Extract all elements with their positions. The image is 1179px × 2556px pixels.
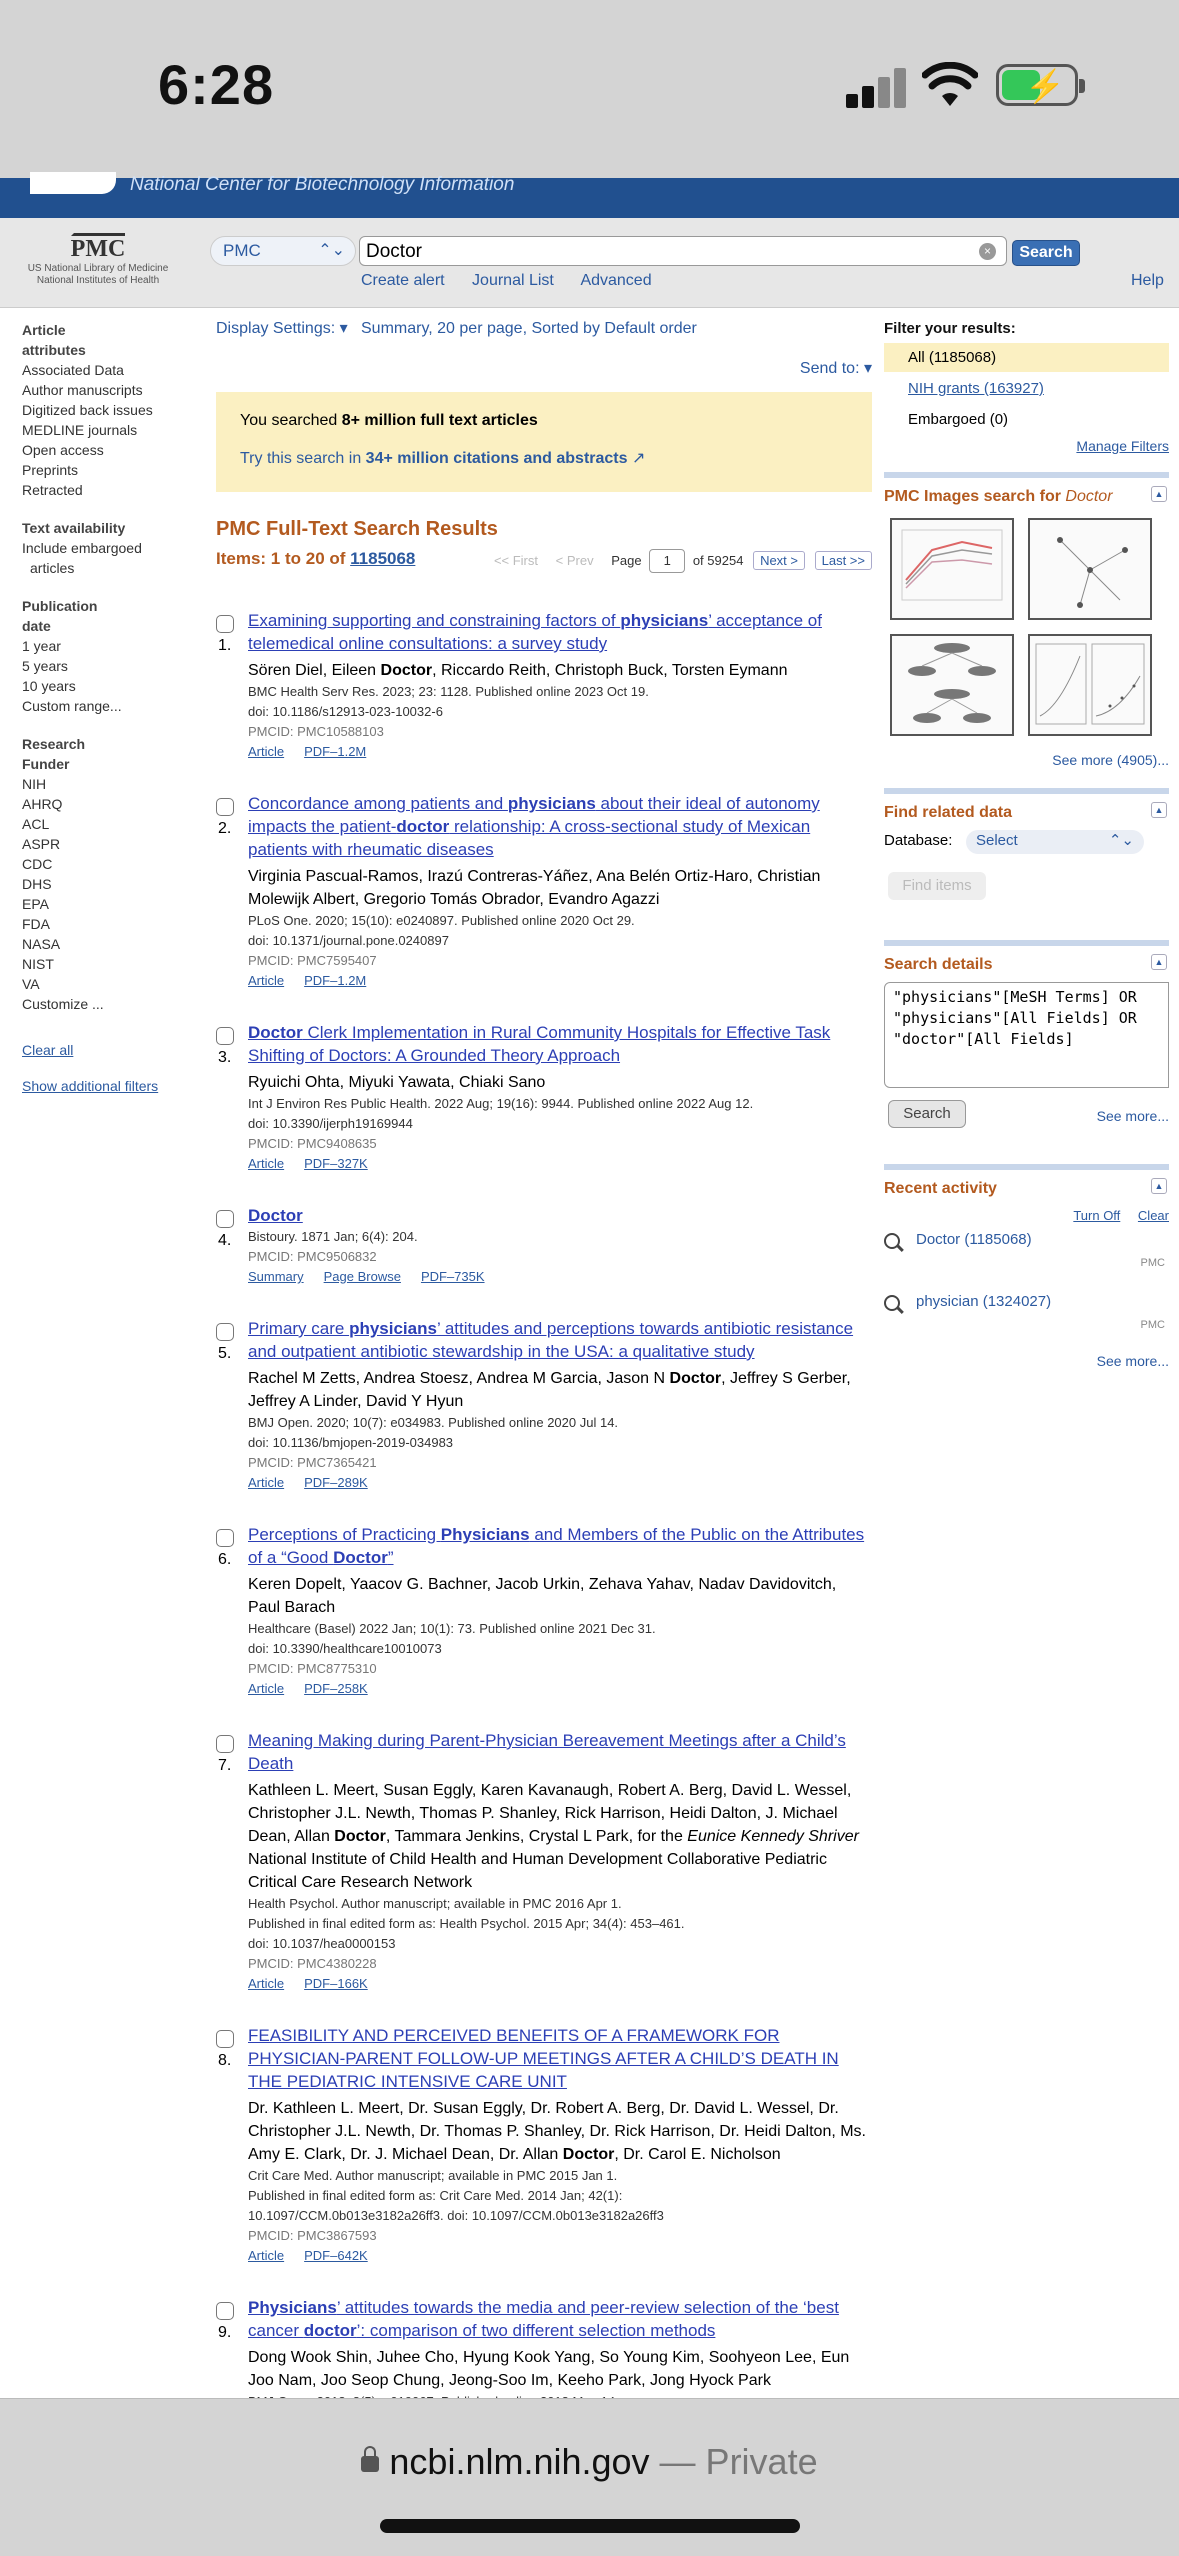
items-count: Items: 1 to 20 of 1185068 <box>216 549 416 568</box>
result-item <box>216 1317 872 1493</box>
pager: << First < Prev Page 1 of 59254 Next > Last >> <box>494 549 872 573</box>
filter-preprints[interactable]: Preprints <box>22 462 79 478</box>
result-authors: Keren Dopelt, Yaacov G. Bachner, Jacob Urkin, Zehava Yahav, Nadav Davidovitch, Paul Barach <box>248 1576 837 1616</box>
filter-embargoed[interactable]: Embargoed (0) <box>908 411 1009 428</box>
result-number: 7. <box>218 1757 232 1774</box>
result-citation: doi: 10.1371/journal.pone.0240897 <box>248 933 449 948</box>
filter-all[interactable]: All (1185068) <box>884 343 1169 372</box>
funder-ahrq[interactable]: AHRQ <box>22 796 63 812</box>
funder-customize[interactable]: Customize ... <box>22 996 104 1012</box>
last-page-button[interactable]: Last >> <box>815 551 872 570</box>
search-icon <box>884 1233 900 1249</box>
result-item <box>216 609 872 762</box>
results-list <box>216 609 872 2472</box>
clock: 6:28 <box>158 53 275 116</box>
result-checkbox[interactable] <box>216 1735 234 1753</box>
result-checkbox[interactable] <box>216 1210 234 1228</box>
search-details-see-more-link[interactable]: See more... <box>1096 1108 1169 1124</box>
search-header <box>0 218 1179 308</box>
database-select[interactable]: PMC ⌃⌄ <box>210 236 356 266</box>
result-citation: doi: 10.1186/s12913-023-10032-6 <box>248 704 443 719</box>
manage-filters-link[interactable]: Manage Filters <box>1076 438 1169 454</box>
turn-off-link[interactable]: Turn Off <box>1073 1208 1121 1223</box>
flowchart-thumbnail-icon <box>892 636 1012 734</box>
result-link[interactable]: PDF–642K <box>304 2248 368 2263</box>
result-link[interactable]: PDF–166K <box>304 1976 368 1991</box>
battery-icon: ⚡ <box>996 64 1078 106</box>
first-page-button[interactable]: << First <box>493 553 539 568</box>
network-diagram-thumbnail-icon <box>1030 520 1150 618</box>
result-pmcid: PMCID: PMC7595407 <box>248 953 377 968</box>
show-additional-filters-link[interactable]: Show additional filters <box>22 1078 159 1094</box>
ncbi-logo <box>30 172 116 194</box>
display-settings[interactable]: Display Settings: ▾ Summary, 20 per page, Sorted by Default order <box>216 320 697 337</box>
page-number-input[interactable]: 1 <box>649 549 685 573</box>
line-chart-thumbnail-icon <box>892 520 1012 618</box>
result-link[interactable]: Article <box>248 1475 285 1490</box>
left-filter-sidebar <box>22 320 202 1096</box>
caret-down-icon: ▾ <box>863 360 872 377</box>
search-icon <box>884 1295 900 1311</box>
result-link[interactable]: Summary <box>248 1269 304 1284</box>
chevron-updown-icon: ⌃⌄ <box>1108 832 1134 849</box>
find-items-button[interactable]: Find items <box>888 872 986 900</box>
results-title: PMC Full-Text Search Results <box>216 518 498 540</box>
funder-nih[interactable]: NIH <box>22 776 47 792</box>
result-citation: doi: 10.3390/healthcare10010073 <box>248 1641 442 1656</box>
pmc-logo[interactable]: PMC US National Library of Medicine National Institutes of Health <box>18 226 178 287</box>
database-label: Database: <box>884 832 953 849</box>
recent-see-more-link[interactable]: See more... <box>1096 1353 1169 1369</box>
research-funder-heading: Research Funder <box>22 736 86 772</box>
result-pmcid: PMCID: PMC8775310 <box>248 1661 377 1676</box>
result-item <box>216 1204 872 1287</box>
funder-fda[interactable]: FDA <box>22 916 50 932</box>
result-authors: Dr. Kathleen L. Meert, Dr. Susan Eggly, Dr. Robert A. Berg, Dr. David L. Wessel, Dr. Christopher J.L. Newth, Dr. Thomas P. Shanley, Dr. Rick Harrison, Dr. Heidi Dalton, Ms. Amy E. Clark, Dr. J. Michael Dean, Dr. Allan Doctor, Dr. Carol E. Nicholson <box>248 2100 866 2163</box>
find-related-data-heading: Find related data ▲ <box>884 788 1169 822</box>
publication-date-heading: Publication date <box>22 598 98 634</box>
search-input[interactable]: Doctor <box>359 236 1007 266</box>
result-pmcid: PMCID: PMC9408635 <box>248 1136 377 1151</box>
result-pmcid: PMCID: PMC9506832 <box>248 1249 377 1264</box>
clear-search-icon[interactable]: × <box>979 243 996 260</box>
result-citation: BMJ Open. 2020; 10(7): e034983. Published online 2020 Jul 14. <box>248 1415 619 1430</box>
result-checkbox[interactable] <box>216 615 234 633</box>
result-authors: Rachel M Zetts, Andrea Stoesz, Andrea M Garcia, Jason N Doctor, Jeffrey S Gerber, Jeffrey A Linder, David Y Hyun <box>248 1370 851 1410</box>
filter-digitized-back-issues[interactable]: Digitized back issues <box>22 402 153 418</box>
filter-open-access[interactable]: Open access <box>22 442 104 458</box>
ncbi-banner[interactable] <box>0 174 1179 218</box>
result-checkbox[interactable] <box>216 1323 234 1341</box>
result-citation: doi: 10.1037/hea0000153 <box>248 1936 396 1951</box>
items-total-link[interactable]: 1185068 <box>350 549 416 568</box>
collapse-icon[interactable]: ▲ <box>1151 486 1167 502</box>
result-title-link[interactable]: Perceptions of Practicing Physicians and Members of the Public on the Attributes of a “Good Doctor” <box>248 1525 865 1567</box>
filter-retracted[interactable]: Retracted <box>22 482 83 498</box>
result-authors: Sören Diel, Eileen Doctor, Riccardo Reith, Christoph Buck, Torsten Eymann <box>248 662 788 679</box>
result-pmcid: PMCID: PMC7365421 <box>248 1455 377 1470</box>
filter-associated-data[interactable]: Associated Data <box>22 362 124 378</box>
result-number: 9. <box>218 2324 232 2341</box>
funder-va[interactable]: VA <box>22 976 40 992</box>
result-number: 8. <box>218 2052 232 2069</box>
result-link[interactable]: PDF–1.2M <box>304 973 367 988</box>
next-page-button[interactable]: Next > <box>753 551 805 570</box>
try-pubmed-link[interactable]: Try this search in 34+ million citations and abstracts ↗ <box>240 450 646 467</box>
search-details-query[interactable]: "physicians"[MeSH Terms] OR "physicians"[All Fields] OR "doctor"[All Fields] <box>884 982 1169 1088</box>
result-citation: BMC Health Serv Res. 2023; 23: 1128. Published online 2023 Oct 19. <box>248 684 649 699</box>
filter-1-year[interactable]: 1 year <box>22 638 61 654</box>
lock-icon <box>361 2456 379 2472</box>
banner-text: National Center for Biotechnology Information <box>130 174 515 195</box>
filter-results-heading: Filter your results: <box>884 320 1016 337</box>
collapse-icon[interactable]: ▲ <box>1151 1178 1167 1194</box>
help-link[interactable]: Help <box>1131 272 1164 289</box>
funder-dhs[interactable]: DHS <box>22 876 52 892</box>
result-authors: Virginia Pascual-Ramos, Irazú Contreras-Yáñez, Ana Belén Ortiz-Haro, Christian Molewijk Albert, Gregorio Tomás Obrador, Evandro Agazzi <box>248 868 821 908</box>
result-link[interactable]: PDF–735K <box>420 1269 485 1284</box>
result-pmcid: PMCID: PMC4380228 <box>248 1956 377 1971</box>
related-database-select[interactable]: Select ⌃⌄ <box>966 830 1144 854</box>
collapse-icon[interactable]: ▲ <box>1151 802 1167 818</box>
scatter-plot-thumbnail-icon <box>1030 636 1150 734</box>
images-see-more-link[interactable]: See more (4905)... <box>1052 752 1169 768</box>
journal-list-link[interactable]: Journal List <box>472 272 554 289</box>
result-item <box>216 2024 872 2266</box>
filter-10-years[interactable]: 10 years <box>22 678 76 694</box>
result-pmcid: PMCID: PMC3867593 <box>248 2228 377 2243</box>
recent-activity-heading: Recent activity ▲ <box>884 1164 1169 1198</box>
result-number: 5. <box>218 1345 232 1362</box>
result-link[interactable]: PDF–1.2M <box>304 744 367 759</box>
result-authors: Ryuichi Ohta, Miyuki Yawata, Chiaki Sano <box>248 1074 546 1091</box>
result-title-link[interactable]: FEASIBILITY AND PERCEIVED BENEFITS OF A FRAMEWORK FOR PHYSICIAN-PARENT FOLLOW-UP MEETINGS AFTER A CHILD’S DEATH IN THE PEDIATRIC INTENSIVE CARE UNIT <box>248 2026 839 2091</box>
advanced-search-link[interactable]: Advanced <box>580 272 652 289</box>
filter-author-manuscripts[interactable]: Author manuscripts <box>22 382 143 398</box>
image-thumbnail[interactable] <box>1028 634 1152 736</box>
result-title-link[interactable]: Doctor Clerk Implementation in Rural Community Hospitals for Effective Task Shifting of Doctors: A Grounded Theory Approach <box>248 1023 831 1065</box>
display-summary: Summary, 20 per page, Sorted by Default order <box>361 320 697 337</box>
result-number: 6. <box>218 1551 232 1568</box>
clear-activity-link[interactable]: Clear <box>1137 1208 1169 1223</box>
filter-include-embargoed[interactable]: Include embargoed articles <box>22 540 142 576</box>
result-link[interactable]: Article <box>248 2248 285 2263</box>
result-checkbox[interactable] <box>216 1027 234 1045</box>
caret-down-icon: ▾ <box>339 320 348 337</box>
result-item <box>216 792 872 991</box>
result-authors: Kathleen L. Meert, Susan Eggly, Karen Kavanaugh, Robert A. Berg, David L. Wessel, Christopher J.L. Newth, Thomas P. Shanley, Rick Harrison, Heidi Dalton, J. Michael Dean, Allan Doctor, Tammara Jenkins, Crystal L Park, for the Eunice Kennedy Shriver National Institute of Child Health and Human Development Collaborative Pediatric Critical Care Research Network <box>248 1782 859 1891</box>
result-citation: Int J Environ Res Public Health. 2022 Aug; 19(16): 9944. Published online 2022 Aug 12. <box>248 1096 754 1111</box>
filter-nih-grants[interactable]: NIH grants (163927) <box>908 380 1044 397</box>
results-main <box>216 318 872 2472</box>
images-search-heading: PMC Images search for Doctor ▲ <box>884 472 1169 506</box>
result-link[interactable]: Article <box>248 744 285 759</box>
result-citation: Healthcare (Basel) 2022 Jan; 10(1): 73. Published online 2021 Dec 31. <box>248 1621 656 1636</box>
create-alert-link[interactable]: Create alert <box>361 272 445 289</box>
funder-nist[interactable]: NIST <box>22 956 54 972</box>
recent-search-item[interactable]: Doctor (1185068) PMC <box>884 1231 1169 1285</box>
filter-5-years[interactable]: 5 years <box>22 658 68 674</box>
result-title-link[interactable]: Concordance among patients and physicians about their ideal of autonomy impacts the patient-doctor relationship: A cross-sectional study of Mexican patients with rheumatic diseases <box>248 794 820 859</box>
url-display[interactable]: ncbi.nlm.nih.gov — Private <box>0 2441 1179 2483</box>
status-bar <box>0 0 1179 178</box>
funder-acl[interactable]: ACL <box>22 816 50 832</box>
home-indicator[interactable] <box>380 2519 800 2533</box>
result-checkbox[interactable] <box>216 1529 234 1547</box>
result-number: 3. <box>218 1049 232 1066</box>
right-sidebar <box>884 320 1169 1369</box>
result-item <box>216 1523 872 1699</box>
wifi-icon <box>922 62 978 108</box>
result-citation: Health Psychol. Author manuscript; available in PMC 2016 Apr 1. <box>248 1896 622 1911</box>
funder-cdc[interactable]: CDC <box>22 856 53 872</box>
cellular-signal-icon <box>846 66 906 108</box>
clear-all-link[interactable]: Clear all <box>22 1042 74 1058</box>
result-link[interactable]: Article <box>248 1976 285 1991</box>
result-checkbox[interactable] <box>216 2302 234 2320</box>
result-link[interactable]: Article <box>248 1156 285 1171</box>
chevron-updown-icon: ⌃⌄ <box>318 242 345 259</box>
result-link[interactable]: Page Browse <box>323 1269 401 1284</box>
result-citation: 10.1097/CCM.0b013e3182a26ff3. doi: 10.1097/CCM.0b013e3182a26ff3 <box>248 2208 664 2223</box>
search-scope-notice: You searched 8+ million full text articles Try this search in 34+ million citations and abstracts ↗ <box>216 392 872 492</box>
image-thumbnail[interactable] <box>890 518 1014 620</box>
result-link[interactable]: Article <box>248 973 285 988</box>
result-item <box>216 1729 872 1994</box>
result-item <box>216 1021 872 1174</box>
result-authors: Dong Wook Shin, Juhee Cho, Hyung Kook Yang, So Young Kim, Soohyeon Lee, Eun Joo Nam, Joo Seop Chung, Jeong-Soo Im, Keeho Park, Jong Hyock Park <box>248 2349 850 2389</box>
send-to-menu[interactable]: Send to: ▾ <box>799 360 872 377</box>
image-thumbnail[interactable] <box>890 634 1014 736</box>
result-link[interactable]: PDF–258K <box>304 1681 368 1696</box>
prev-page-button[interactable]: < Prev <box>555 553 594 568</box>
result-checkbox[interactable] <box>216 2030 234 2048</box>
search-button[interactable]: Search <box>1012 240 1080 266</box>
recent-search-item[interactable]: physician (1324027) PMC <box>884 1293 1169 1347</box>
result-title-link[interactable]: Doctor <box>248 1206 303 1225</box>
funder-nasa[interactable]: NASA <box>22 936 61 952</box>
external-link-icon: ↗ <box>631 450 646 467</box>
result-title-link[interactable]: Meaning Making during Parent-Physician Bereavement Meetings after a Child’s Death <box>248 1731 846 1773</box>
text-availability-heading: Text availability <box>22 520 126 536</box>
filter-medline-journals[interactable]: MEDLINE journals <box>22 422 138 438</box>
collapse-icon[interactable]: ▲ <box>1151 954 1167 970</box>
funder-aspr[interactable]: ASPR <box>22 836 61 852</box>
result-title-link[interactable]: Primary care physicians’ attitudes and perceptions towards antibiotic resistance and outpatient antibiotic stewardship in the USA: a qualitative study <box>248 1319 854 1361</box>
result-citation: doi: 10.1136/bmjopen-2019-034983 <box>248 1435 454 1450</box>
result-title-link[interactable]: Physicians’ attitudes towards the media and peer-review selection of the ‘best cancer doctor’: comparison of two different selection methods <box>248 2298 839 2340</box>
funder-epa[interactable]: EPA <box>22 896 49 912</box>
result-citation: Bistoury. 1871 Jan; 6(4): 204. <box>248 1229 418 1244</box>
image-thumbnail[interactable] <box>1028 518 1152 620</box>
result-number: 2. <box>218 820 232 837</box>
result-title-link[interactable]: Examining supporting and constraining factors of physicians’ acceptance of telemedical online consultations: a survey study <box>248 611 822 653</box>
result-checkbox[interactable] <box>216 798 234 816</box>
result-citation: Published in final edited form as: Crit Care Med. 2014 Jan; 42(1): <box>248 2188 623 2203</box>
browser-address-bar <box>0 2398 1179 2556</box>
result-citation: PLoS One. 2020; 15(10): e0240897. Published online 2020 Oct 29. <box>248 913 635 928</box>
result-pmcid: PMCID: PMC10588103 <box>248 724 384 739</box>
result-citation: doi: 10.3390/ijerph19169944 <box>248 1116 413 1131</box>
article-attributes-heading: Article attributes <box>22 322 86 358</box>
search-details-button[interactable]: Search <box>888 1100 966 1128</box>
result-number: 4. <box>218 1232 232 1249</box>
result-number: 1. <box>218 637 232 654</box>
result-citation: Published in final edited form as: Health Psychol. 2015 Apr; 34(4): 453–461. <box>248 1916 685 1931</box>
result-citation: Crit Care Med. Author manuscript; available in PMC 2015 Jan 1. <box>248 2168 618 2183</box>
result-link[interactable]: Article <box>248 1681 285 1696</box>
search-details-heading: Search details ▲ <box>884 940 1169 974</box>
pmc-logo-icon <box>71 226 125 236</box>
result-link[interactable]: PDF–327K <box>304 1156 368 1171</box>
filter-custom-range[interactable]: Custom range... <box>22 698 122 714</box>
result-link[interactable]: PDF–289K <box>304 1475 368 1490</box>
